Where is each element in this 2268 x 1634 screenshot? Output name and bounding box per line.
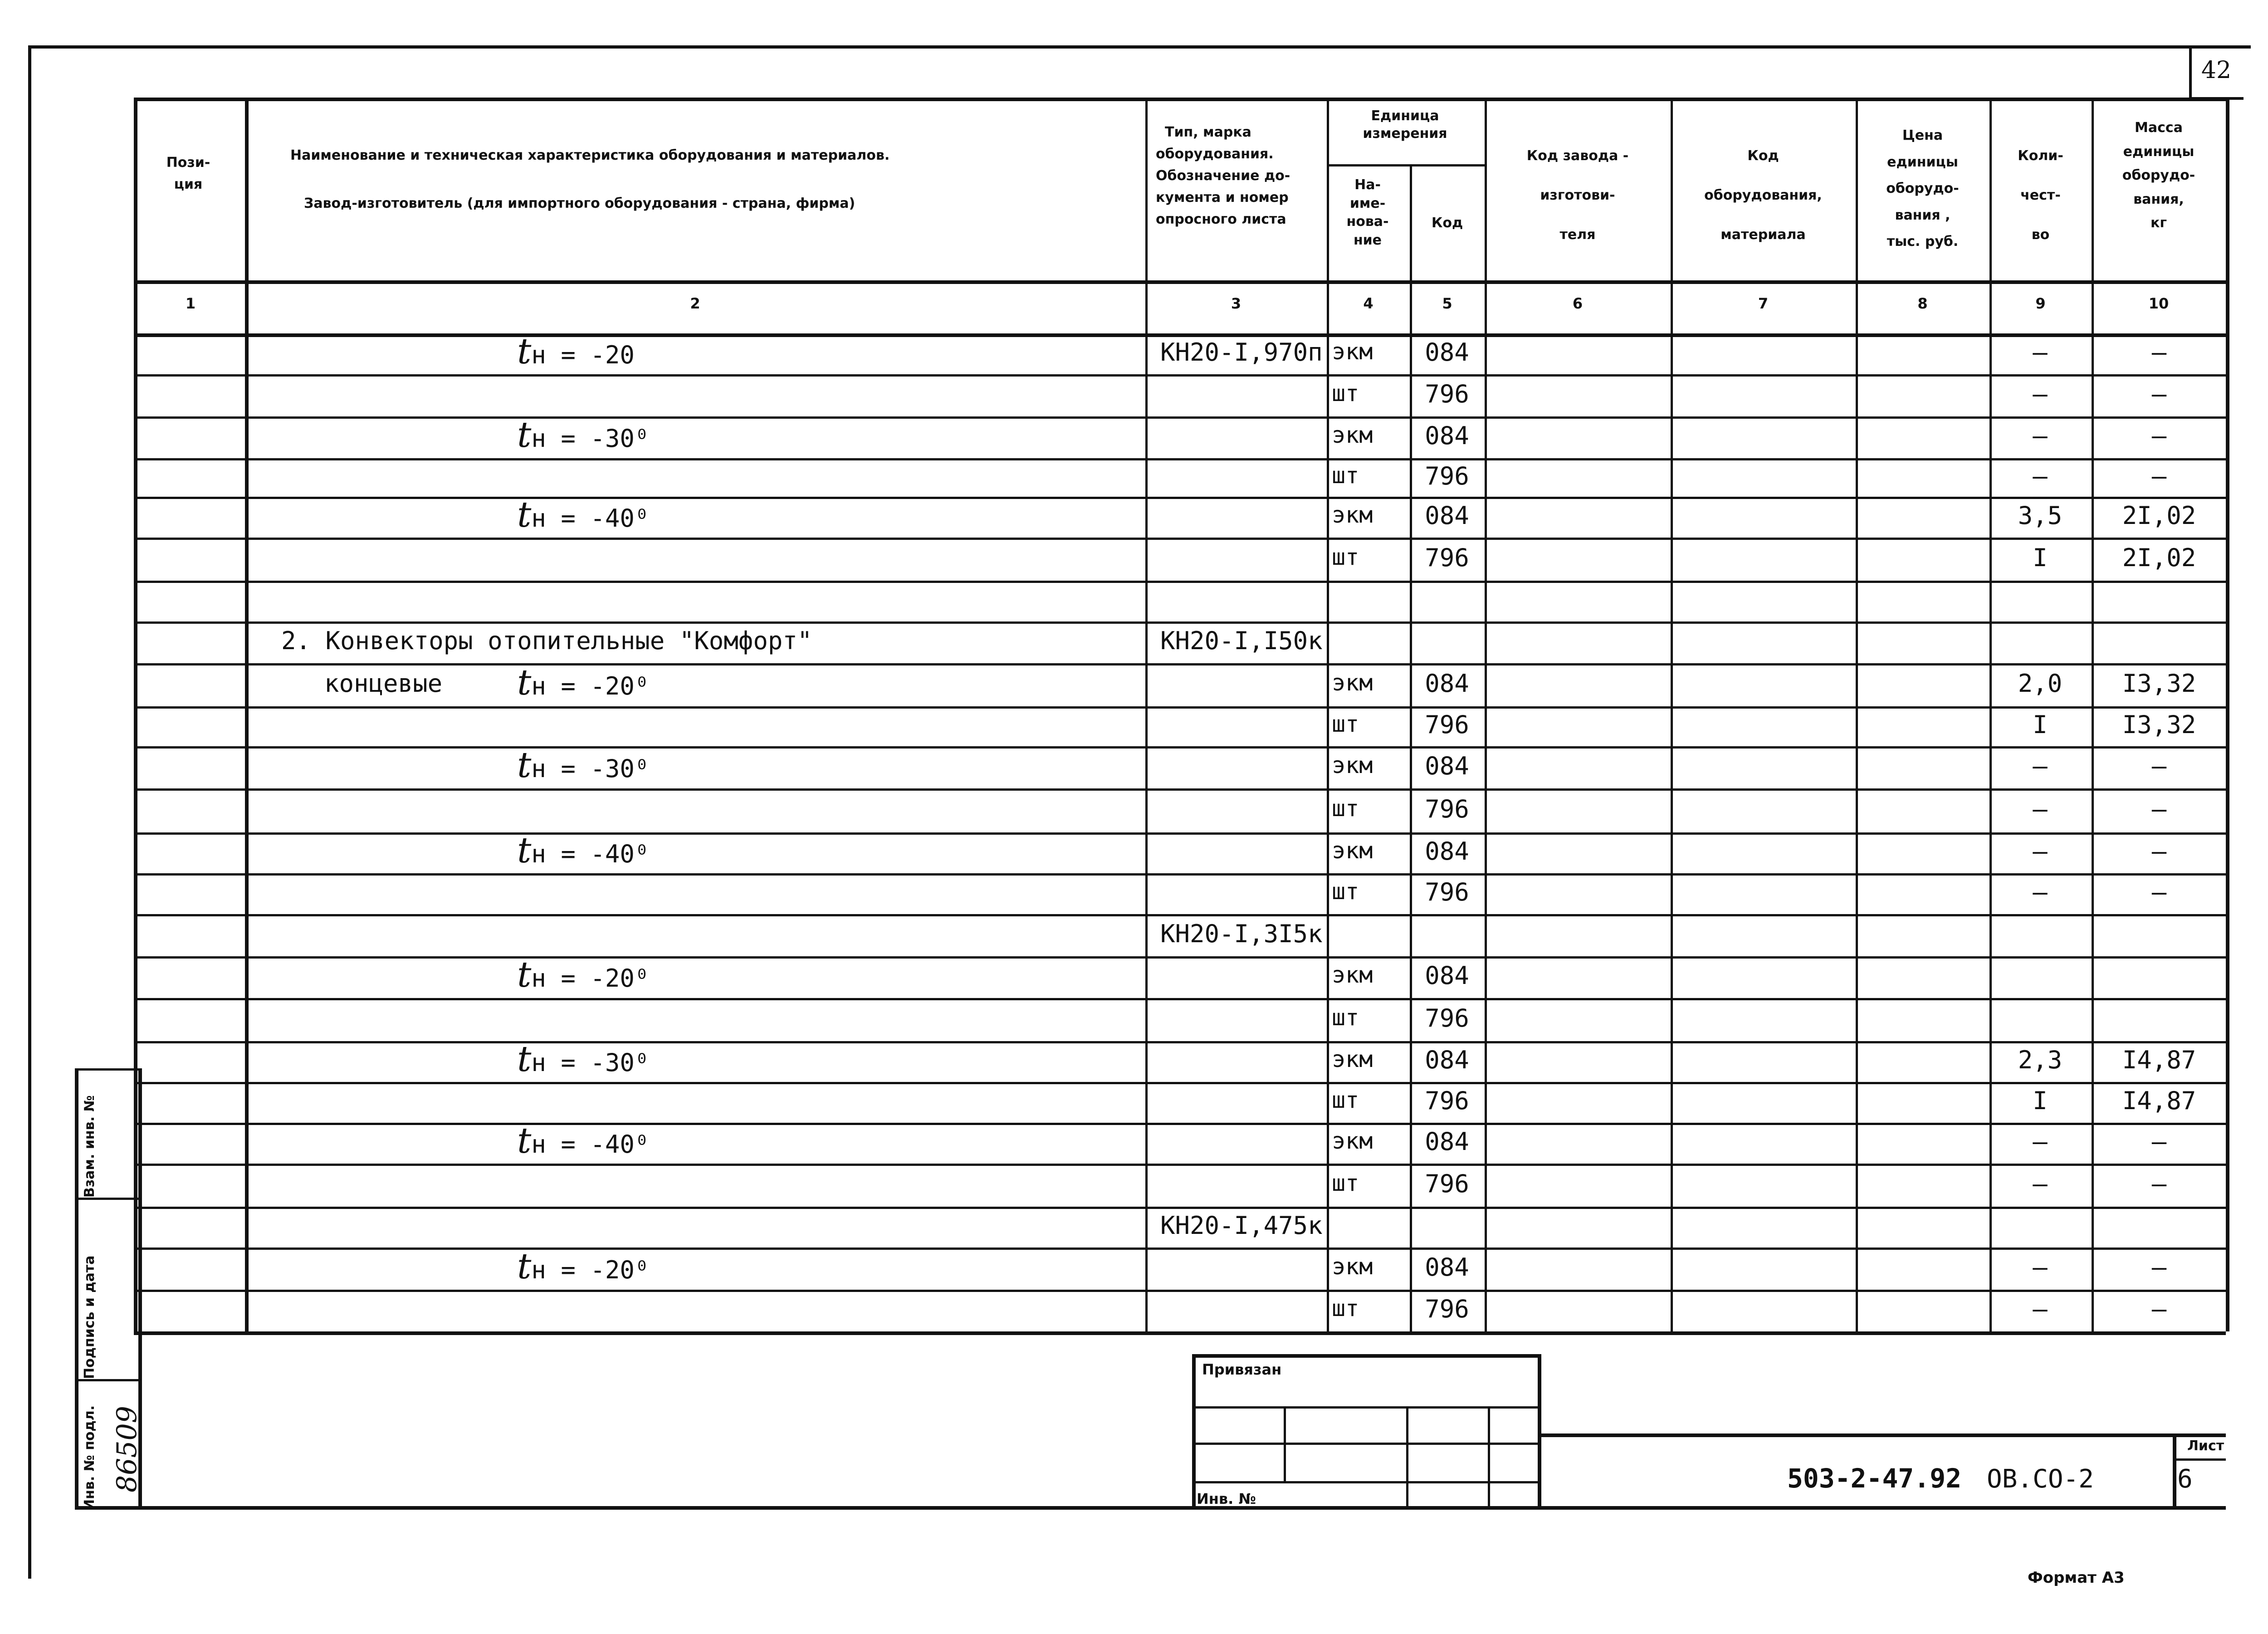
t-symbol-icon: t	[517, 415, 532, 455]
table-row-line	[134, 663, 2226, 665]
row-unit: экм	[1332, 1046, 1373, 1072]
table-row-line	[134, 873, 2226, 876]
table-row-line	[134, 956, 2226, 959]
row-unit: экм	[1332, 1253, 1373, 1280]
row-code: 084	[1425, 421, 1469, 450]
row-name: концевые	[324, 669, 443, 698]
row-code: 796	[1425, 794, 1469, 823]
row-mass: –	[2151, 421, 2167, 450]
table-row-line	[134, 914, 2226, 916]
table-col-line	[1145, 98, 1148, 1331]
stamp-col	[1406, 1406, 1408, 1508]
formula-text: н = -20⁰	[531, 1255, 650, 1284]
t-symbol-icon: t	[517, 662, 532, 703]
formula-text: н = -20	[531, 341, 635, 369]
row-qty: I	[2033, 543, 2048, 572]
stamp-col	[1488, 1406, 1490, 1508]
t-symbol-icon: t	[517, 1120, 532, 1161]
unit-group-divider	[1327, 164, 1485, 166]
row-mass: –	[2151, 1169, 2167, 1198]
header-col4: На- име- нова- ние	[1346, 177, 1389, 248]
t-symbol-icon: t	[517, 331, 532, 372]
row-code: 084	[1425, 837, 1469, 866]
row-type: КН20-I,I50к	[1160, 626, 1323, 655]
side-stamp-handwritten-number: 86509	[111, 1406, 143, 1492]
colnum-10: 10	[2148, 295, 2169, 312]
side-stamp-left	[75, 1068, 78, 1506]
row-unit: экм	[1332, 422, 1373, 448]
row-mass: –	[2151, 837, 2167, 866]
stamp-sheet-value: 6	[2177, 1464, 2193, 1494]
side-stamp-sign-date: Подпись и дата	[82, 1255, 98, 1379]
side-stamp-top	[75, 1068, 138, 1071]
temperature-formula	[517, 662, 650, 703]
header-col8: Цена единицы оборудо- вания , тыс. руб.	[1886, 127, 1959, 250]
drawing-frame	[28, 45, 2251, 1579]
table-row-line	[134, 497, 2226, 499]
row-qty: I	[2033, 710, 2048, 739]
row-unit: экм	[1332, 338, 1373, 365]
row-unit: экм	[1332, 502, 1373, 528]
sheet-box-left	[2173, 1433, 2176, 1508]
row-unit: шт	[1332, 795, 1359, 822]
header-unit-group: Единица измерения	[1363, 108, 1447, 142]
table-row-line	[134, 374, 2226, 377]
temperature-formula	[517, 1039, 650, 1080]
colnum-9: 9	[2035, 295, 2046, 312]
row-mass: I3,32	[2122, 669, 2196, 698]
table-row-line	[134, 1041, 2226, 1043]
formula-text: н = -20⁰	[531, 964, 650, 993]
row-mass: 2I,02	[2122, 501, 2196, 530]
colnum-8: 8	[1917, 295, 1928, 312]
row-unit: шт	[1332, 878, 1359, 905]
row-mass: I3,32	[2122, 710, 2196, 739]
header-bottom-border	[134, 280, 2226, 284]
row-mass: –	[2151, 338, 2167, 367]
row-qty: –	[2033, 794, 2048, 823]
row-qty: 3,5	[2018, 501, 2063, 530]
row-code: 796	[1425, 543, 1469, 572]
formula-text: н = -20⁰	[531, 671, 650, 700]
row-mass: I4,87	[2122, 1046, 2196, 1074]
row-unit: шт	[1332, 380, 1359, 406]
table-row-line	[134, 538, 2226, 540]
stamp-row	[1192, 1481, 1538, 1483]
colnum-2: 2	[690, 295, 700, 312]
row-unit: шт	[1332, 711, 1359, 737]
row-unit: шт	[1332, 1169, 1359, 1196]
table-col-line	[134, 98, 137, 1331]
row-unit: шт	[1332, 462, 1359, 489]
sheet-box-divider	[2173, 1458, 2226, 1461]
row-code: 084	[1425, 961, 1469, 990]
row-qty: –	[2033, 1295, 2048, 1323]
row-type: КН20-I,3I5к	[1160, 919, 1323, 948]
colnum-4: 4	[1363, 295, 1374, 312]
row-mass: –	[2151, 461, 2167, 490]
row-code: 796	[1425, 710, 1469, 739]
sheet-corner-number: 42	[2201, 57, 2232, 84]
row-code: 084	[1425, 338, 1469, 367]
row-code: 084	[1425, 751, 1469, 780]
table-row-line	[134, 1123, 2226, 1125]
row-unit: шт	[1332, 1004, 1359, 1031]
header-col3: Тип, марка оборудования. Обозначение до- кумента и номер опросного листа	[1156, 124, 1290, 227]
stamp-doc-code: ОВ.СО-2	[1987, 1464, 2094, 1494]
row-mass: –	[2151, 379, 2167, 408]
row-code: 796	[1425, 1169, 1469, 1198]
row-code: 796	[1425, 379, 1469, 408]
row-unit: экм	[1332, 1128, 1373, 1154]
t-symbol-icon: t	[517, 954, 532, 995]
formula-text: н = -40⁰	[531, 1130, 650, 1159]
row-code: 084	[1425, 1046, 1469, 1074]
row-mass: –	[2151, 1252, 2167, 1282]
row-qty: –	[2033, 1127, 2048, 1156]
formula-text: н = -30⁰	[531, 1048, 650, 1077]
temperature-formula	[517, 954, 650, 995]
row-mass: –	[2151, 878, 2167, 906]
table-row-line	[134, 1331, 2226, 1335]
header-col2: Наименование и техническая характеристика оборудования и материалов. Завод-изготовитель (для импортного оборудования - страна, фирма)	[290, 147, 890, 211]
colnum-7: 7	[1758, 295, 1769, 312]
header-col1: Пози- ция	[166, 155, 210, 192]
table-col-line	[245, 98, 249, 1331]
side-stamp-div	[75, 1198, 138, 1200]
stamp-col	[1284, 1406, 1286, 1481]
temperature-formula	[517, 1120, 650, 1161]
stamp-doc-number: 503-2-47.92	[1787, 1463, 1962, 1494]
temperature-formula	[517, 494, 650, 535]
row-code: 084	[1425, 1252, 1469, 1282]
row-qty: I	[2033, 1086, 2048, 1115]
temperature-formula	[517, 1246, 650, 1287]
row-qty: 2,3	[2018, 1046, 2063, 1074]
side-stamp-div	[75, 1379, 138, 1381]
row-unit: шт	[1332, 1295, 1359, 1321]
table-col-line	[1410, 164, 1412, 1331]
row-qty: –	[2033, 461, 2048, 490]
colnum-1: 1	[185, 295, 196, 312]
t-symbol-icon: t	[517, 830, 532, 871]
table-row-line	[134, 1248, 2226, 1250]
row-mass: –	[2151, 1127, 2167, 1156]
formula-text: н = -30⁰	[531, 754, 650, 783]
row-unit: экм	[1332, 837, 1373, 864]
colnum-5: 5	[1442, 295, 1452, 312]
formula-text: н = -40⁰	[531, 840, 650, 868]
row-unit: экм	[1332, 669, 1373, 696]
frame-bottom-line	[75, 1506, 2226, 1510]
row-qty: –	[2033, 751, 2048, 780]
table-row-line	[134, 621, 2226, 624]
stamp-left	[1192, 1354, 1196, 1508]
t-symbol-icon: t	[517, 494, 532, 535]
temperature-formula	[517, 830, 650, 871]
colnum-6: 6	[1572, 295, 1583, 312]
row-qty: –	[2033, 837, 2048, 866]
table-row-line	[134, 706, 2226, 709]
colnum-3: 3	[1231, 295, 1242, 312]
row-mass: –	[2151, 751, 2167, 780]
title-block-top	[1538, 1433, 2226, 1437]
t-symbol-icon: t	[517, 744, 532, 786]
table-col-line	[1671, 98, 1673, 1331]
row-mass: I4,87	[2122, 1086, 2196, 1115]
colnum-bottom-border	[134, 333, 2226, 337]
stamp-row	[1192, 1443, 1538, 1445]
row-unit: экм	[1332, 752, 1373, 778]
header-col9: Коли- чест- во	[2018, 148, 2063, 243]
formula-text: н = -30⁰	[531, 424, 650, 453]
row-unit: шт	[1332, 543, 1359, 570]
temperature-formula	[517, 331, 635, 372]
table-row-line	[134, 1082, 2226, 1084]
header-col7: Код оборудования, материала	[1704, 148, 1822, 243]
table-row-line	[134, 581, 2226, 583]
row-code: 796	[1425, 461, 1469, 490]
row-type: КН20-I,475к	[1160, 1211, 1323, 1240]
stamp-sheet-label: Лист	[2187, 1438, 2224, 1454]
table-top-border	[134, 98, 2226, 101]
row-qty: –	[2033, 379, 2048, 408]
table-row-line	[134, 746, 2226, 749]
stamp-row	[1192, 1406, 1538, 1409]
row-mass: –	[2151, 1295, 2167, 1323]
header-col6: Код завода - изготови- теля	[1526, 148, 1629, 243]
row-qty: –	[2033, 878, 2048, 906]
temperature-formula	[517, 417, 649, 453]
table-row-line	[134, 1207, 2226, 1209]
t-symbol-icon: t	[517, 1039, 532, 1080]
row-code: 084	[1425, 501, 1469, 530]
temperature-formula	[517, 744, 650, 786]
table-row-line	[134, 458, 2226, 460]
table-row-line	[134, 1164, 2226, 1166]
row-code: 796	[1425, 878, 1469, 906]
row-code: 796	[1425, 1295, 1469, 1323]
row-code: 084	[1425, 1127, 1469, 1156]
table-row-line	[134, 832, 2226, 835]
row-code: 796	[1425, 1086, 1469, 1115]
row-name: 2. Конвекторы отопительные "Комфорт"	[281, 626, 812, 655]
table-row-line	[134, 416, 2226, 419]
table-row-line	[134, 998, 2226, 1000]
t-symbol-icon: t	[517, 1246, 532, 1287]
row-qty: –	[2033, 338, 2048, 367]
row-qty: –	[2033, 1169, 2048, 1198]
row-code: 084	[1425, 669, 1469, 698]
row-mass: 2I,02	[2122, 543, 2196, 572]
format-label: Формат А3	[2028, 1569, 2125, 1587]
row-unit: шт	[1332, 1087, 1359, 1113]
stamp-tied-label: Привязан	[1202, 1361, 1282, 1378]
stamp-right	[1538, 1354, 1541, 1508]
row-code: 796	[1425, 1003, 1469, 1032]
row-qty: –	[2033, 421, 2048, 450]
row-type: КН20-I,970п	[1160, 338, 1323, 367]
table-col-line	[2226, 98, 2229, 1331]
side-stamp-inv-orig: Инв. № подл.	[82, 1405, 98, 1511]
side-stamp-replace-inv: Взам. инв. №	[82, 1095, 98, 1198]
row-qty: 2,0	[2018, 669, 2063, 698]
formula-text: н = -40⁰	[531, 504, 650, 533]
table-row-line	[134, 1290, 2226, 1292]
table-col-line	[1856, 98, 1858, 1331]
row-mass: –	[2151, 794, 2167, 823]
table-col-line	[1485, 98, 1487, 1331]
row-qty: –	[2033, 1252, 2048, 1282]
table-row-line	[134, 788, 2226, 791]
row-unit: экм	[1332, 962, 1373, 988]
header-col5: Код	[1431, 215, 1463, 231]
stamp-inv-label: Инв. №	[1197, 1490, 1256, 1507]
stamp-top	[1192, 1354, 1538, 1358]
header-col10: Масса единицы оборудо- вания, кг	[2122, 120, 2195, 231]
